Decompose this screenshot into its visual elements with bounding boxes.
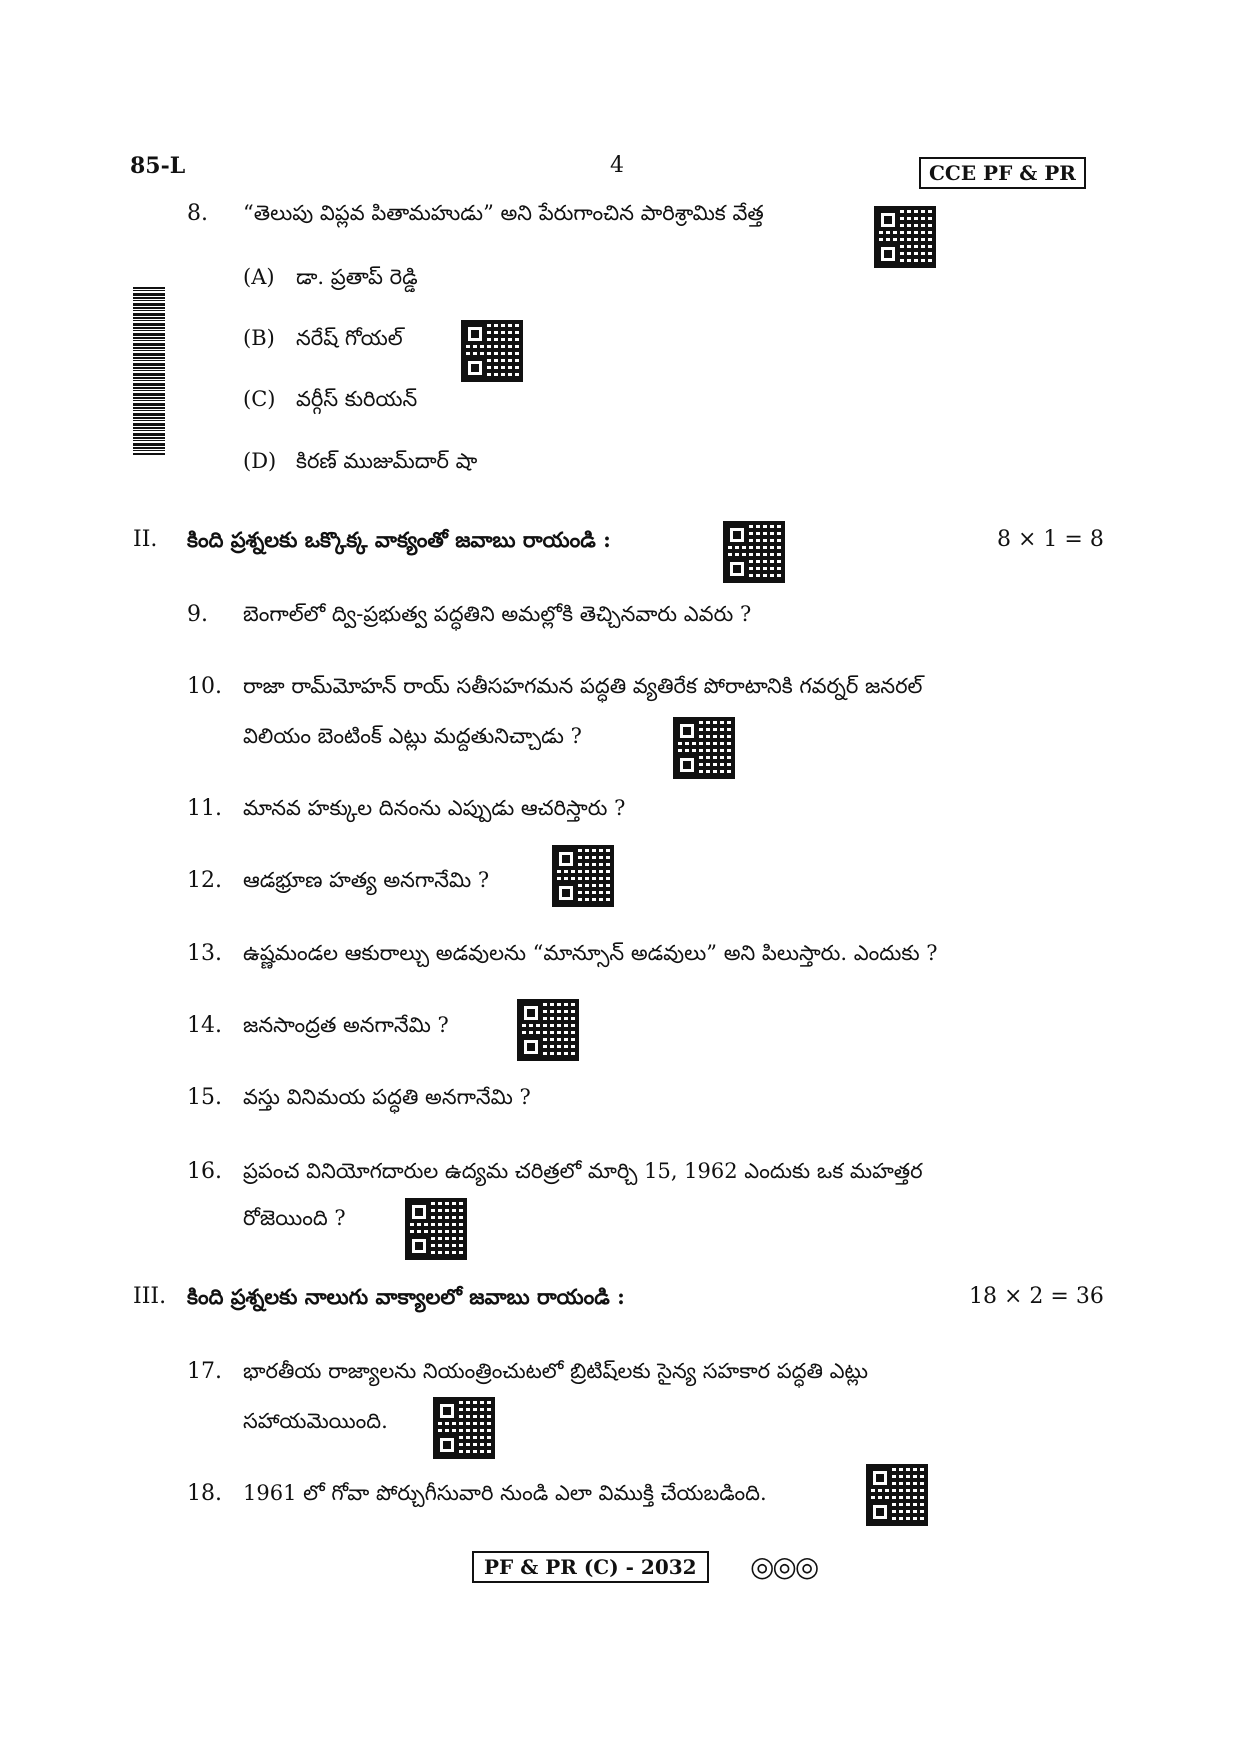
option-c-label: (C) (243, 387, 276, 411)
qr-code-q18 (866, 1464, 928, 1526)
section-3-instruction: కింది ప్రశ్నలకు నాలుగు వాక్యాలలో జవాబు రాయండి : (187, 1284, 625, 1309)
question-16-text-line-1: ప్రపంచ వినియోగదారుల ఉద్యమ చరిత్రలో మార్చి 15, 1962 ఎందుకు ఒక మహత్తర (243, 1159, 923, 1183)
option-b-label: (B) (243, 326, 275, 350)
option-c-text: వర్గీస్ కురియన్ (296, 387, 418, 411)
section-2-number: II. (133, 527, 158, 552)
question-12-text: ఆడభ్రూణ హత్య అనగానేమి ? (243, 868, 490, 892)
paper-code-right: CCE PF & PR (919, 157, 1086, 189)
question-8-text: “తెలుపు విప్లవ పితామహుడు” అని పేరుగాంచిన పారిశ్రామిక వేత్త (243, 201, 764, 225)
qr-code-section-2 (723, 521, 785, 583)
question-14-text: జనసాంద్రత అనగానేమి ? (243, 1013, 449, 1037)
page-number: 4 (610, 153, 624, 178)
section-2-marks: 8 × 1 = 8 (997, 527, 1104, 552)
section-3-number: III. (133, 1284, 167, 1309)
question-16-number: 16. (187, 1159, 222, 1184)
question-17-text-line-2: సహాయమెయింది. (243, 1409, 388, 1433)
question-13-number: 13. (187, 941, 222, 966)
section-3-marks: 18 × 2 = 36 (969, 1284, 1104, 1309)
barcode (133, 287, 165, 455)
option-a-text: డా. ప్రతాప్ రెడ్డి (296, 265, 418, 289)
question-13-text: ఉష్ణమండల ఆకురాల్చు అడవులను “మాన్సూన్ అడవులు” అని పిలుస్తారు. ఎందుకు ? (243, 941, 938, 965)
question-10-text-line-1: రాజా రామ్‌మోహన్ రాయ్ సతీసహగమన పద్ధతి వ్యతిరేక పోరాటానికి గవర్నర్ జనరల్ (243, 674, 923, 698)
option-a-label: (A) (243, 265, 275, 289)
question-18-text: 1961 లో గోవా పోర్చుగీసువారి నుండి ఎలా విముక్తి చేయబడింది. (243, 1481, 767, 1505)
question-9-number: 9. (187, 602, 208, 627)
qr-code-option-b (461, 320, 523, 382)
footer-ornament: ◎◎◎ (750, 1550, 818, 1583)
question-11-text: మానవ హక్కుల దినంను ఎప్పుడు ఆచరిస్తారు ? (243, 796, 626, 820)
question-17-text-line-1: భారతీయ రాజ్యాలను నియంత్రించుటలో బ్రిటిష్‌లకు సైన్య సహకార పద్ధతి ఎట్లు (243, 1359, 868, 1383)
option-b-text: నరేష్ గోయల్ (296, 326, 403, 350)
question-9-text: బెంగాల్‌లో ద్వి-ప్రభుత్వ పద్ధతిని అమల్లోకి తెచ్చినవారు ఎవరు ? (243, 602, 752, 626)
qr-code-q8 (874, 206, 936, 268)
question-8-number: 8. (187, 201, 208, 226)
option-d-label: (D) (243, 449, 277, 473)
option-d-text: కిరణ్ ముజుమ్‌దార్ షా (296, 449, 478, 473)
question-16-text-line-2: రోజెయింది ? (243, 1206, 346, 1230)
question-10-number: 10. (187, 674, 222, 699)
footer-paper-code: PF & PR (C) - 2032 (472, 1551, 709, 1583)
qr-code-q12 (552, 845, 614, 907)
question-12-number: 12. (187, 868, 222, 893)
question-15-text: వస్తు వినిమయ పద్ధతి అనగానేమి ? (243, 1085, 531, 1109)
section-2-instruction: కింది ప్రశ్నలకు ఒక్కొక్క వాక్యంతో జవాబు రాయండి : (187, 527, 611, 552)
question-17-number: 17. (187, 1359, 222, 1384)
question-10-text-line-2: విలియం బెంటింక్ ఎట్లు మద్దతునిచ్చాడు ? (243, 724, 582, 748)
qr-code-q14 (517, 999, 579, 1061)
paper-code-left: 85-L (130, 153, 186, 179)
qr-code-q16 (405, 1198, 467, 1260)
question-15-number: 15. (187, 1085, 222, 1110)
qr-code-q10 (673, 717, 735, 779)
question-11-number: 11. (187, 796, 222, 821)
qr-code-q17 (433, 1397, 495, 1459)
question-14-number: 14. (187, 1013, 222, 1038)
question-18-number: 18. (187, 1481, 222, 1506)
